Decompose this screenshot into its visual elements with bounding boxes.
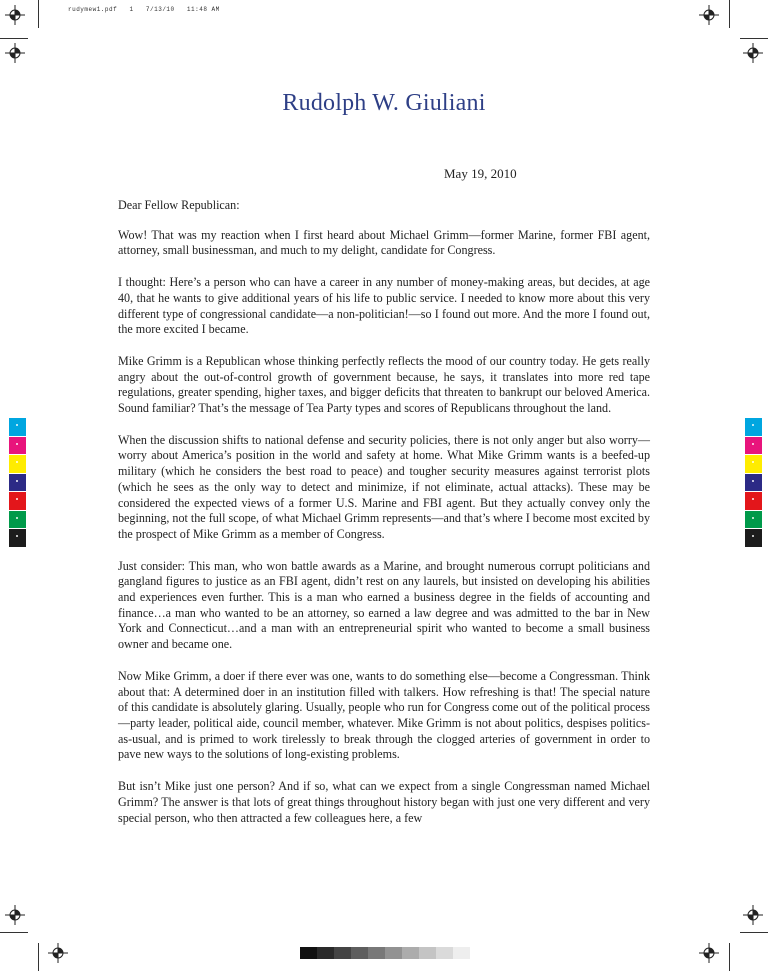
crop-mark xyxy=(0,38,28,39)
registration-mark-icon xyxy=(743,43,763,63)
registration-mark-icon xyxy=(743,905,763,925)
gray-swatch xyxy=(419,947,436,959)
letter-paragraph: I thought: Here’s a person who can have a career in any number of money-making areas, but decides, at age 40, that he wants to give additional years of his life to public service. I needed to know more about this very different type of congressional candidate—a non-politician!—so I found out more. And the more I found out, the more excited I became. xyxy=(118,275,650,337)
letter-paragraph: Just consider: This man, who won battle awards as a Marine, and brought numerous corrupt politicians and gangland figures to justice as an FBI agent, didn’t rest on any laurels, but insisted on developing his abilities and experiences even further. This is a man who earned a business degree in the fields of accounting and finance…a man who wanted to be an attorney, so earned a law degree and was admitted to the bar in New York and Connecticut…and a man with an entrepreneurial spirit who wanted to become a small business owner and became one. xyxy=(118,558,650,652)
crop-mark xyxy=(740,932,768,933)
print-slug: rudymew1.pdf 1 7/13/10 11:48 AM xyxy=(68,6,220,13)
color-swatch xyxy=(9,455,26,474)
gray-swatch xyxy=(436,947,453,959)
color-swatch xyxy=(745,437,762,456)
registration-mark-icon xyxy=(5,43,25,63)
color-control-bar-left xyxy=(9,418,26,548)
letter-paragraph: When the discussion shifts to national defense and security policies, there is not only anger but also worry—worry about America’s position in the world and safety at home. What Mike Grimm wants is a beefed-up military (which he considers the best road to peace) and tougher security measures against terrorist plots (which he sees as the only way to detect and minimize, if not eliminate, actual attacks). These may be considered the expected views of a former U.S. Marine and FBI agent. But they actually convey only the beginning, not the full scope, of what Michael Grimm represents—and that’s where I become most excited by the prospect of Mike Grimm as a member of Congress. xyxy=(118,432,650,541)
color-swatch xyxy=(745,474,762,493)
color-swatch xyxy=(745,492,762,511)
letter-paragraph: But isn’t Mike just one person? And if so, what can we expect from a single Congressman named Michael Grimm? The answer is that lots of great things throughout history began with just one very different and very special person, who then attracted a few colleagues here, a few xyxy=(118,779,650,825)
letter-paragraph: Mike Grimm is a Republican whose thinking perfectly reflects the mood of our country today. He gets really angry about the out-of-control growth of government because, he says, it translates into more red tape regulations, greater spending, higher taxes, and bigger deficits that threaten to bankrupt our beloved America. Sound familiar? That’s the message of Tea Party types and scores of Republicans throughout the land. xyxy=(118,353,650,416)
letterhead-name: Rudolph W. Giuliani xyxy=(282,90,486,116)
color-swatch xyxy=(9,418,26,437)
registration-mark-icon xyxy=(5,5,25,25)
crop-mark xyxy=(729,0,730,28)
color-swatch xyxy=(9,529,26,548)
registration-mark-icon xyxy=(5,905,25,925)
registration-mark-icon xyxy=(699,5,719,25)
gray-swatch xyxy=(385,947,402,959)
letter-date: May 19, 2010 xyxy=(444,166,517,181)
gray-swatch xyxy=(453,947,470,959)
gray-swatch xyxy=(300,947,317,959)
letter-paragraph: Wow! That was my reaction when I first heard about Michael Grimm—former Marine, former FBI agent, attorney, small businessman, and much to my delight, candidate for Congress. xyxy=(118,227,650,258)
gray-swatch xyxy=(368,947,385,959)
color-swatch xyxy=(9,474,26,493)
gray-swatch xyxy=(334,947,351,959)
color-swatch xyxy=(745,455,762,474)
crop-mark xyxy=(729,943,730,971)
salutation: Dear Fellow Republican: xyxy=(118,198,240,212)
letter-paragraph: Now Mike Grimm, a doer if there ever was one, wants to do something else—become a Congressman. Think about that: A determined doer in an institution filled with talkers. How refreshing is that! The special nature of this candidate is absolutely glaring. Usually, people who run for Congress come out of the political process—party leader, political aide, council member, whatever. Mike Grimm is not about politics, despises politics-as-usual, and is primed to work tirelessly to break through the clogged arteries of government in order to pave new ways to the solutions of long-existing problems. xyxy=(118,668,650,762)
gray-swatch xyxy=(402,947,419,959)
gray-swatch xyxy=(351,947,368,959)
color-swatch xyxy=(9,437,26,456)
gray-swatch xyxy=(317,947,334,959)
crop-mark xyxy=(0,932,28,933)
color-swatch xyxy=(9,511,26,530)
color-control-bar-right xyxy=(745,418,762,548)
gray-control-bar xyxy=(300,947,470,959)
crop-mark xyxy=(740,38,768,39)
color-swatch xyxy=(745,529,762,548)
registration-mark-icon xyxy=(48,943,68,963)
crop-mark xyxy=(38,0,39,28)
color-swatch xyxy=(9,492,26,511)
registration-mark-icon xyxy=(699,943,719,963)
color-swatch xyxy=(745,511,762,530)
color-swatch xyxy=(745,418,762,437)
letter-body xyxy=(118,198,650,842)
crop-mark xyxy=(38,943,39,971)
